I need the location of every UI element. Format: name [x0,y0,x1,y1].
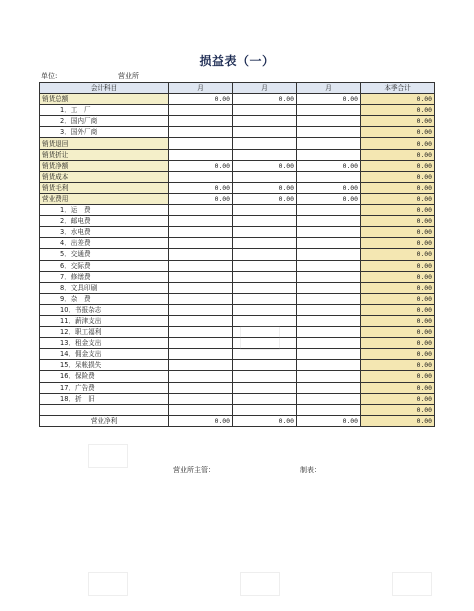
month-2-cell[interactable]: 0.00 [233,182,297,193]
month-1-cell[interactable] [169,105,233,116]
month-2-cell[interactable] [233,205,297,216]
header-quarter-total: 本季合计 [361,83,435,94]
account-cell[interactable]: 销货退回 [40,138,169,149]
month-1-cell[interactable]: 0.00 [169,182,233,193]
month-2-cell[interactable] [233,349,297,360]
quarter-total-cell[interactable]: 0.00 [361,216,435,227]
month-1-cell[interactable] [169,138,233,149]
month-3-cell[interactable] [297,349,361,360]
month-1-cell[interactable] [169,393,233,404]
table-row [40,360,435,371]
month-3-cell[interactable] [297,260,361,271]
month-3-cell[interactable] [297,327,361,338]
quarter-total-cell[interactable]: 0.00 [361,193,435,204]
month-1-cell[interactable] [169,271,233,282]
account-cell[interactable]: 销货折让 [40,149,169,160]
month-1-cell[interactable] [169,116,233,127]
month-2-cell[interactable] [233,127,297,138]
month-2-cell[interactable] [233,171,297,182]
month-1-cell[interactable] [169,238,233,249]
month-2-cell[interactable] [233,116,297,127]
account-cell[interactable]: 销货总额 [40,94,169,105]
month-3-cell[interactable] [297,404,361,415]
table-row [40,315,435,326]
income-statement-table [39,82,435,427]
account-cell[interactable]: 18．折 旧 [40,393,169,404]
table-row [40,127,435,138]
month-2-cell[interactable] [233,149,297,160]
month-3-cell[interactable] [297,205,361,216]
month-1-cell[interactable] [169,349,233,360]
table-body [40,94,435,427]
month-3-cell[interactable] [297,282,361,293]
watermark-mark [240,572,280,596]
table-row [40,182,435,193]
month-3-cell[interactable] [297,238,361,249]
account-cell[interactable]: 2．邮电费 [40,216,169,227]
account-cell[interactable]: 2．国内厂商 [40,116,169,127]
month-1-cell[interactable] [169,249,233,260]
table-row [40,393,435,404]
month-3-cell[interactable]: 0.00 [297,182,361,193]
quarter-total-cell[interactable]: 0.00 [361,238,435,249]
month-3-cell[interactable] [297,315,361,326]
month-1-cell[interactable] [169,338,233,349]
account-cell[interactable]: 8．文具印刷 [40,282,169,293]
account-cell[interactable]: 4．出差费 [40,238,169,249]
quarter-total-cell[interactable]: 0.00 [361,94,435,105]
account-cell[interactable] [40,404,169,415]
table-row [40,415,435,426]
table-row [40,338,435,349]
month-2-cell[interactable]: 0.00 [233,193,297,204]
quarter-total-cell[interactable]: 0.00 [361,138,435,149]
table-row [40,138,435,149]
header-account: 会计科目 [40,83,169,94]
month-3-cell[interactable] [297,138,361,149]
table-row [40,105,435,116]
month-1-cell[interactable] [169,327,233,338]
account-cell[interactable]: 3．国外厂商 [40,127,169,138]
quarter-total-cell[interactable]: 0.00 [361,105,435,116]
quarter-total-cell[interactable]: 0.00 [361,182,435,193]
month-2-cell[interactable] [233,293,297,304]
header-month-2: 月 [233,83,297,94]
month-1-cell[interactable] [169,205,233,216]
table-header-row [40,83,435,94]
month-2-cell[interactable]: 0.00 [233,94,297,105]
month-3-cell[interactable] [297,149,361,160]
account-cell[interactable]: 9．杂 费 [40,293,169,304]
account-cell[interactable]: 16．保险费 [40,371,169,382]
table-row [40,282,435,293]
quarter-total-cell[interactable]: 0.00 [361,282,435,293]
table-row [40,171,435,182]
quarter-total-cell[interactable]: 0.00 [361,360,435,371]
month-2-cell[interactable] [233,227,297,238]
month-3-cell[interactable] [297,216,361,227]
month-2-cell[interactable] [233,260,297,271]
table-row [40,349,435,360]
account-cell[interactable]: 17．广告费 [40,382,169,393]
month-1-cell[interactable] [169,293,233,304]
month-1-cell[interactable] [169,127,233,138]
month-3-cell[interactable] [297,105,361,116]
account-cell[interactable]: 6．交际费 [40,260,169,271]
table-row [40,238,435,249]
month-1-cell[interactable]: 0.00 [169,160,233,171]
account-cell[interactable]: 1．运 费 [40,205,169,216]
watermark-mark [88,572,128,596]
month-3-cell[interactable] [297,171,361,182]
account-cell[interactable]: 5．交通费 [40,249,169,260]
page-title: 损益表（一） [199,54,275,68]
quarter-total-cell[interactable]: 0.00 [361,227,435,238]
account-cell[interactable]: 12．职工福利 [40,327,169,338]
month-1-cell[interactable] [169,382,233,393]
month-2-cell[interactable] [233,360,297,371]
month-1-cell[interactable]: 0.00 [169,415,233,426]
month-3-cell[interactable] [297,227,361,238]
table-row [40,304,435,315]
unit-label: 单位: [41,72,58,80]
month-2-cell[interactable] [233,238,297,249]
table-row [40,116,435,127]
watermark-mark [88,444,128,468]
account-cell[interactable]: 销货毛利 [40,182,169,193]
month-3-cell[interactable] [297,371,361,382]
header-month-3: 月 [297,83,361,94]
month-3-cell[interactable]: 0.00 [297,415,361,426]
quarter-total-cell[interactable]: 0.00 [361,271,435,282]
quarter-total-cell[interactable]: 0.00 [361,293,435,304]
quarter-total-cell[interactable]: 0.00 [361,327,435,338]
month-2-cell[interactable] [233,382,297,393]
table-row [40,205,435,216]
quarter-total-cell[interactable]: 0.00 [361,116,435,127]
month-3-cell[interactable] [297,116,361,127]
month-3-cell[interactable] [297,382,361,393]
month-3-cell[interactable] [297,271,361,282]
month-1-cell[interactable]: 0.00 [169,94,233,105]
account-cell[interactable]: 11．薪津支出 [40,315,169,326]
table-row [40,382,435,393]
month-2-cell[interactable] [233,105,297,116]
table-row [40,271,435,282]
quarter-total-cell[interactable]: 0.00 [361,160,435,171]
footer-maker-label: 制表： [300,466,321,474]
quarter-total-cell[interactable]: 0.00 [361,205,435,216]
account-cell[interactable]: 销货净额 [40,160,169,171]
month-3-cell[interactable] [297,360,361,371]
quarter-total-cell[interactable]: 0.00 [361,371,435,382]
month-3-cell[interactable]: 0.00 [297,193,361,204]
month-1-cell[interactable] [169,149,233,160]
month-1-cell[interactable]: 0.00 [169,193,233,204]
account-cell[interactable]: 3．水电费 [40,227,169,238]
header-month-1: 月 [169,83,233,94]
quarter-total-cell[interactable]: 0.00 [361,315,435,326]
account-cell[interactable]: 销货成本 [40,171,169,182]
table-row [40,249,435,260]
account-cell[interactable]: 14．佣金支出 [40,349,169,360]
quarter-total-cell[interactable]: 0.00 [361,171,435,182]
quarter-total-cell[interactable]: 0.00 [361,415,435,426]
month-1-cell[interactable] [169,260,233,271]
quarter-total-cell[interactable]: 0.00 [361,404,435,415]
quarter-total-cell[interactable]: 0.00 [361,260,435,271]
account-cell[interactable]: 营业净利 [40,415,169,426]
quarter-total-cell[interactable]: 0.00 [361,249,435,260]
table-row [40,327,435,338]
account-cell[interactable]: 10．书报杂志 [40,304,169,315]
month-1-cell[interactable] [169,227,233,238]
table-row [40,260,435,271]
month-2-cell[interactable] [233,271,297,282]
quarter-total-cell[interactable]: 0.00 [361,149,435,160]
month-3-cell[interactable] [297,127,361,138]
table-row [40,227,435,238]
quarter-total-cell[interactable]: 0.00 [361,338,435,349]
footer-manager-label: 营业所主管： [173,466,215,474]
quarter-total-cell[interactable]: 0.00 [361,127,435,138]
month-3-cell[interactable] [297,293,361,304]
month-2-cell[interactable] [233,216,297,227]
month-1-cell[interactable] [169,216,233,227]
account-cell[interactable]: 13．租金支出 [40,338,169,349]
table-row [40,293,435,304]
quarter-total-cell[interactable]: 0.00 [361,349,435,360]
quarter-total-cell[interactable]: 0.00 [361,304,435,315]
quarter-total-cell[interactable]: 0.00 [361,393,435,404]
account-cell[interactable]: 15．呆帐损失 [40,360,169,371]
month-2-cell[interactable] [233,282,297,293]
account-cell[interactable]: 7．修缮费 [40,271,169,282]
month-2-cell[interactable] [233,304,297,315]
month-1-cell[interactable] [169,360,233,371]
month-1-cell[interactable] [169,404,233,415]
month-3-cell[interactable]: 0.00 [297,160,361,171]
month-2-cell[interactable] [233,393,297,404]
month-3-cell[interactable] [297,304,361,315]
month-3-cell[interactable]: 0.00 [297,94,361,105]
table-row [40,216,435,227]
month-2-cell[interactable]: 0.00 [233,160,297,171]
month-2-cell[interactable] [233,404,297,415]
month-3-cell[interactable] [297,338,361,349]
month-1-cell[interactable] [169,304,233,315]
watermark-mark [392,572,432,596]
month-2-cell[interactable] [233,315,297,326]
month-1-cell[interactable] [169,171,233,182]
month-2-cell[interactable] [233,138,297,149]
table-row [40,404,435,415]
month-2-cell[interactable] [233,249,297,260]
month-2-cell[interactable]: 0.00 [233,415,297,426]
table-row [40,149,435,160]
month-3-cell[interactable] [297,249,361,260]
account-cell[interactable]: 1．工 厂 [40,105,169,116]
table-row [40,371,435,382]
month-1-cell[interactable] [169,371,233,382]
month-1-cell[interactable] [169,282,233,293]
unit-value: 营业所 [118,72,139,80]
month-2-cell[interactable] [233,371,297,382]
account-cell[interactable]: 营业费用 [40,193,169,204]
quarter-total-cell[interactable]: 0.00 [361,382,435,393]
month-1-cell[interactable] [169,315,233,326]
month-3-cell[interactable] [297,393,361,404]
table-row [40,94,435,105]
table-row [40,193,435,204]
table-row [40,160,435,171]
watermark-mark [240,326,280,350]
